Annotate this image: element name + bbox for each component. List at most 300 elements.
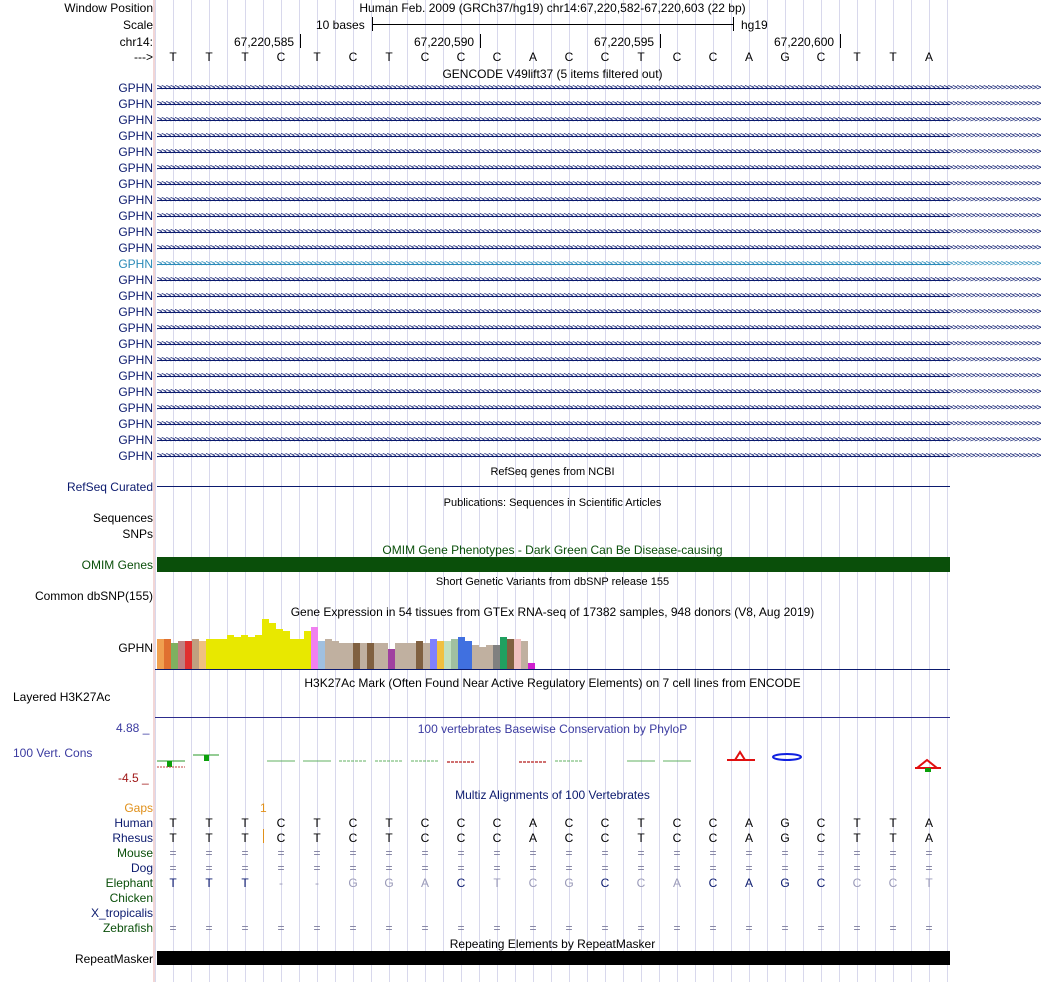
sequence-base: C (276, 50, 286, 64)
alignment-base: = (205, 861, 213, 875)
gtex-tissue-bar[interactable] (192, 639, 199, 669)
alignment-base: = (817, 846, 825, 860)
alignment-base: C (420, 831, 430, 845)
gtex-tissue-bar[interactable] (346, 643, 353, 669)
alignment-base: = (457, 921, 465, 935)
sequence-base: C (420, 50, 430, 64)
gtex-tissue-bar[interactable] (381, 643, 388, 669)
alignment-base: = (241, 861, 249, 875)
gtex-title: Gene Expression in 54 tissues from GTEx RNA-seq of 17382 samples, 948 donors (V8, Aug 2019) (290, 605, 815, 619)
alignment-base: C (456, 876, 466, 890)
tick-mark (300, 34, 301, 48)
alignment-base: = (853, 921, 861, 935)
sequence-base: A (528, 50, 537, 64)
gtex-tissue-bar[interactable] (311, 627, 318, 669)
alignment-base: = (709, 921, 717, 935)
sequence-base: C (672, 50, 682, 64)
species-label[interactable]: Human (114, 816, 153, 830)
alignment-base: = (277, 861, 285, 875)
alignment-base: - (315, 876, 319, 890)
alignment-base: = (313, 921, 321, 935)
gencode-item-label[interactable]: GPHN (118, 161, 153, 175)
snps-label[interactable]: SNPs (122, 527, 153, 541)
alignment-base: = (853, 861, 861, 875)
alignment-base: A (420, 876, 429, 890)
alignment-base: = (637, 861, 645, 875)
alignment-base: A (744, 876, 753, 890)
alignment-base: T (493, 876, 501, 890)
alignment-base: A (528, 816, 537, 830)
gtex-tissue-bar[interactable] (213, 639, 220, 669)
alignment-base: C (564, 816, 574, 830)
alignment-base: = (385, 921, 393, 935)
chrom-label: chr14: (119, 35, 153, 49)
alignment-base: = (817, 921, 825, 935)
gtex-tissue-bar[interactable] (437, 641, 444, 669)
gencode-item-label[interactable]: GPHN (118, 369, 153, 383)
gencode-strand-arrows: >>>>>>>>>>>>>>>>>>>>>>>>>>>>>>>>>>>>>>>>>>>>>>>>>>>>>>>>>>>>>>>>>>>>>>>>>>>>>>>>>>>>>>>>>>>>>>>>>>>>>>>>>>>>>>>>>>>>>>>>>>>>>>>>>>>>>>>>>>>>>>>>>>>>>>>>>>>>>>>>>>>>>>>>>>>>>>>>>>>>>>>>>>>>>>>>>>>>>>>> (157, 339, 1041, 349)
gencode-item-label[interactable]: GPHN (118, 401, 153, 415)
gencode-strand-arrows: >>>>>>>>>>>>>>>>>>>>>>>>>>>>>>>>>>>>>>>>>>>>>>>>>>>>>>>>>>>>>>>>>>>>>>>>>>>>>>>>>>>>>>>>>>>>>>>>>>>>>>>>>>>>>>>>>>>>>>>>>>>>>>>>>>>>>>>>>>>>>>>>>>>>>>>>>>>>>>>>>>>>>>>>>>>>>>>>>>>>>>>>>>>>>>>>>>>>>>>> (157, 163, 1041, 173)
alignment-base: C (600, 876, 610, 890)
gtex-tissue-bar[interactable] (276, 629, 283, 669)
tick-label: 67,220,595 (594, 35, 655, 49)
gencode-strand-arrows: >>>>>>>>>>>>>>>>>>>>>>>>>>>>>>>>>>>>>>>>>>>>>>>>>>>>>>>>>>>>>>>>>>>>>>>>>>>>>>>>>>>>>>>>>>>>>>>>>>>>>>>>>>>>>>>>>>>>>>>>>>>>>>>>>>>>>>>>>>>>>>>>>>>>>>>>>>>>>>>>>>>>>>>>>>>>>>>>>>>>>>>>>>>>>>>>>>>>>>>> (157, 115, 1041, 125)
scale-bar-left-tick (372, 17, 373, 31)
phylop-marks (157, 752, 941, 772)
alignment-base: T (205, 816, 213, 830)
sequence-base: T (385, 50, 393, 64)
dbsnp-title: Short Genetic Variants from dbSNP release 155 (435, 576, 670, 588)
window-position-label: Window Position (64, 1, 153, 15)
alignment-base: = (529, 861, 537, 875)
alignment-base: T (169, 816, 177, 830)
gtex-tissue-bar[interactable] (339, 643, 346, 669)
sequence-base: T (313, 50, 321, 64)
alignment-base: T (205, 876, 213, 890)
alignment-base: = (421, 861, 429, 875)
alignment-base: C (816, 831, 826, 845)
alignment-base: A (672, 876, 681, 890)
gtex-baseline (155, 669, 950, 670)
gtex-tissue-bar[interactable] (514, 639, 521, 669)
alignment-base: C (492, 831, 502, 845)
species-label[interactable]: Rhesus (112, 831, 153, 845)
alignment-base: = (889, 921, 897, 935)
alignment-base: = (781, 921, 789, 935)
alignment-base: = (169, 861, 177, 875)
alignment-base: C (888, 876, 898, 890)
gencode-item-label[interactable]: GPHN (118, 257, 153, 271)
repeatmasker-title: Repeating Elements by RepeatMasker (449, 937, 656, 951)
tick-label: 67,220,590 (414, 35, 475, 49)
alignment-base: = (349, 861, 357, 875)
sequence-base: C (708, 50, 718, 64)
gencode-strand-arrows: >>>>>>>>>>>>>>>>>>>>>>>>>>>>>>>>>>>>>>>>>>>>>>>>>>>>>>>>>>>>>>>>>>>>>>>>>>>>>>>>>>>>>>>>>>>>>>>>>>>>>>>>>>>>>>>>>>>>>>>>>>>>>>>>>>>>>>>>>>>>>>>>>>>>>>>>>>>>>>>>>>>>>>>>>>>>>>>>>>>>>>>>>>>>>>>>>>>>>>>> (157, 275, 1041, 285)
gencode-item-label[interactable]: GPHN (118, 321, 153, 335)
alignment-base: T (385, 816, 393, 830)
gtex-tissue-bar[interactable] (157, 639, 164, 669)
alignment-base: G (780, 831, 790, 845)
alignment-base: = (457, 861, 465, 875)
gtex-tissue-bar[interactable] (367, 643, 374, 669)
tick-mark (480, 34, 481, 48)
tick-label: 67,220,585 (234, 35, 295, 49)
alignment-base: C (672, 816, 682, 830)
alignment-base: = (781, 861, 789, 875)
gencode-strand-arrows: >>>>>>>>>>>>>>>>>>>>>>>>>>>>>>>>>>>>>>>>>>>>>>>>>>>>>>>>>>>>>>>>>>>>>>>>>>>>>>>>>>>>>>>>>>>>>>>>>>>>>>>>>>>>>>>>>>>>>>>>>>>>>>>>>>>>>>>>>>>>>>>>>>>>>>>>>>>>>>>>>>>>>>>>>>>>>>>>>>>>>>>>>>>>>>>>>>>>>>>> (157, 259, 1041, 269)
alignment-base: C (852, 876, 862, 890)
gencode-strand-arrows: >>>>>>>>>>>>>>>>>>>>>>>>>>>>>>>>>>>>>>>>>>>>>>>>>>>>>>>>>>>>>>>>>>>>>>>>>>>>>>>>>>>>>>>>>>>>>>>>>>>>>>>>>>>>>>>>>>>>>>>>>>>>>>>>>>>>>>>>>>>>>>>>>>>>>>>>>>>>>>>>>>>>>>>>>>>>>>>>>>>>>>>>>>>>>>>>>>>>>>>> (157, 371, 1041, 381)
alignment-base: = (241, 846, 249, 860)
gencode-item-label[interactable]: GPHN (118, 209, 153, 223)
alignment-base: = (493, 861, 501, 875)
alignment-base: C (600, 816, 610, 830)
gencode-item-label[interactable]: GPHN (118, 81, 153, 95)
gtex-tissue-bar[interactable] (423, 643, 430, 669)
gtex-tissue-bar[interactable] (206, 639, 213, 669)
gencode-item-label[interactable]: GPHN (118, 97, 153, 111)
alignment-base: T (169, 831, 177, 845)
alignment-base: C (600, 831, 610, 845)
sequences-label[interactable]: Sequences (92, 511, 153, 525)
gencode-strand-arrows: >>>>>>>>>>>>>>>>>>>>>>>>>>>>>>>>>>>>>>>>>>>>>>>>>>>>>>>>>>>>>>>>>>>>>>>>>>>>>>>>>>>>>>>>>>>>>>>>>>>>>>>>>>>>>>>>>>>>>>>>>>>>>>>>>>>>>>>>>>>>>>>>>>>>>>>>>>>>>>>>>>>>>>>>>>>>>>>>>>>>>>>>>>>>>>>>>>>>>>>> (157, 195, 1041, 205)
alignment-base: T (925, 876, 933, 890)
gencode-strand-arrows: >>>>>>>>>>>>>>>>>>>>>>>>>>>>>>>>>>>>>>>>>>>>>>>>>>>>>>>>>>>>>>>>>>>>>>>>>>>>>>>>>>>>>>>>>>>>>>>>>>>>>>>>>>>>>>>>>>>>>>>>>>>>>>>>>>>>>>>>>>>>>>>>>>>>>>>>>>>>>>>>>>>>>>>>>>>>>>>>>>>>>>>>>>>>>>>>>>>>>>>> (157, 243, 1041, 253)
alignment-base: = (349, 846, 357, 860)
gtex-tissue-bar[interactable] (241, 635, 248, 669)
alignment-base: = (385, 846, 393, 860)
gencode-item-label[interactable]: GPHN (118, 177, 153, 191)
alignment-base: A (744, 816, 753, 830)
multiz-title: Multiz Alignments of 100 Vertebrates (455, 788, 650, 802)
gtex-tissue-bar[interactable] (409, 643, 416, 669)
gtex-tissue-bar[interactable] (164, 639, 171, 669)
alignment-base: C (276, 816, 286, 830)
strand-label: ---> (134, 50, 153, 64)
alignment-base: = (673, 861, 681, 875)
alignment-base: G (348, 876, 358, 890)
dbsnp-label[interactable]: Common dbSNP(155) (34, 589, 153, 603)
gtex-tissue-bar[interactable] (304, 631, 311, 669)
alignment-base: T (241, 816, 249, 830)
gtex-tissue-bar[interactable] (283, 631, 290, 669)
alignment-base: C (636, 876, 646, 890)
species-label[interactable]: Chicken (109, 891, 153, 905)
gtex-tissue-bar[interactable] (507, 639, 514, 669)
species-label[interactable]: Mouse (116, 846, 153, 860)
gtex-tissue-bar[interactable] (248, 637, 255, 669)
alignment-base: C (528, 876, 538, 890)
gtex-tissue-bar[interactable] (255, 635, 262, 669)
gencode-item-label[interactable]: GPHN (118, 337, 153, 351)
gtex-tissue-bar[interactable] (227, 635, 234, 669)
h3k27ac-baseline (155, 717, 950, 718)
alignment-base: = (745, 921, 753, 935)
alignment-base: = (781, 846, 789, 860)
alignment-base: C (708, 876, 718, 890)
alignment-base: C (420, 816, 430, 830)
alignment-base: T (241, 876, 249, 890)
gtex-tissue-bar[interactable] (451, 639, 458, 669)
gtex-tissue-bar[interactable] (171, 643, 178, 669)
alignment-base: C (564, 831, 574, 845)
alignment-base: = (493, 846, 501, 860)
alignment-base: = (205, 921, 213, 935)
sequence-base: C (492, 50, 502, 64)
alignment-base: G (564, 876, 574, 890)
sequence-base: C (564, 50, 574, 64)
gtex-tissue-bar[interactable] (479, 647, 486, 669)
sequence-base: C (348, 50, 358, 64)
tick-mark (660, 34, 661, 48)
alignment-base: T (853, 831, 861, 845)
species-label[interactable]: Elephant (105, 876, 153, 890)
scale-bar-right-tick (733, 17, 734, 31)
alignment-base: = (529, 846, 537, 860)
gencode-strand-arrows: >>>>>>>>>>>>>>>>>>>>>>>>>>>>>>>>>>>>>>>>>>>>>>>>>>>>>>>>>>>>>>>>>>>>>>>>>>>>>>>>>>>>>>>>>>>>>>>>>>>>>>>>>>>>>>>>>>>>>>>>>>>>>>>>>>>>>>>>>>>>>>>>>>>>>>>>>>>>>>>>>>>>>>>>>>>>>>>>>>>>>>>>>>>>>>>>>>>>>>>> (157, 307, 1041, 317)
gencode-strand-arrows: >>>>>>>>>>>>>>>>>>>>>>>>>>>>>>>>>>>>>>>>>>>>>>>>>>>>>>>>>>>>>>>>>>>>>>>>>>>>>>>>>>>>>>>>>>>>>>>>>>>>>>>>>>>>>>>>>>>>>>>>>>>>>>>>>>>>>>>>>>>>>>>>>>>>>>>>>>>>>>>>>>>>>>>>>>>>>>>>>>>>>>>>>>>>>>>>>>>>>>>> (157, 147, 1041, 157)
alignment-base: - (279, 876, 283, 890)
gtex-tissue-bar[interactable] (430, 639, 437, 669)
gtex-tissue-bar[interactable] (374, 643, 381, 669)
alignment-base: T (889, 831, 897, 845)
scale-bar (373, 24, 733, 25)
alignment-base: = (277, 921, 285, 935)
sequence-base: C (816, 50, 826, 64)
scale-text: 10 bases (316, 18, 365, 32)
omim-label[interactable]: OMIM Genes (81, 558, 153, 572)
alignment-base: T (853, 816, 861, 830)
alignment-base: T (385, 831, 393, 845)
phylop-track[interactable] (155, 748, 950, 776)
gencode-item-label[interactable]: GPHN (118, 385, 153, 399)
alignment-base: = (637, 846, 645, 860)
alignment-base: = (565, 846, 573, 860)
alignment-base: = (205, 846, 213, 860)
alignment-base: C (816, 876, 826, 890)
gtex-tissue-bar[interactable] (185, 641, 192, 669)
alignment-base: A (528, 831, 537, 845)
alignment-base: = (601, 921, 609, 935)
gtex-tissue-bar[interactable] (458, 637, 465, 669)
alignment-base: T (313, 816, 321, 830)
scale-label: Scale (122, 18, 153, 32)
repeatmasker-label[interactable]: RepeatMasker (74, 952, 153, 966)
gtex-tissue-bar[interactable] (332, 641, 339, 669)
alignment-base: C (276, 831, 286, 845)
species-label[interactable]: X_tropicalis (90, 906, 153, 920)
gtex-tissue-bar[interactable] (269, 623, 276, 669)
gencode-strand-arrows: >>>>>>>>>>>>>>>>>>>>>>>>>>>>>>>>>>>>>>>>>>>>>>>>>>>>>>>>>>>>>>>>>>>>>>>>>>>>>>>>>>>>>>>>>>>>>>>>>>>>>>>>>>>>>>>>>>>>>>>>>>>>>>>>>>>>>>>>>>>>>>>>>>>>>>>>>>>>>>>>>>>>>>>>>>>>>>>>>>>>>>>>>>>>>>>>>>>>>>>> (157, 83, 1041, 93)
gencode-item-label[interactable]: GPHN (118, 113, 153, 127)
gencode-strand-arrows: >>>>>>>>>>>>>>>>>>>>>>>>>>>>>>>>>>>>>>>>>>>>>>>>>>>>>>>>>>>>>>>>>>>>>>>>>>>>>>>>>>>>>>>>>>>>>>>>>>>>>>>>>>>>>>>>>>>>>>>>>>>>>>>>>>>>>>>>>>>>>>>>>>>>>>>>>>>>>>>>>>>>>>>>>>>>>>>>>>>>>>>>>>>>>>>>>>>>>>>> (157, 227, 1041, 237)
alignment-base: = (313, 861, 321, 875)
omim-gene-bar[interactable] (157, 557, 950, 572)
gencode-item-label[interactable]: GPHN (118, 129, 153, 143)
alignment-base: C (348, 831, 358, 845)
refseq-label[interactable]: RefSeq Curated (66, 480, 153, 494)
alignment-base: = (925, 921, 933, 935)
gtex-tissue-bar[interactable] (486, 645, 493, 669)
gencode-strand-arrows: >>>>>>>>>>>>>>>>>>>>>>>>>>>>>>>>>>>>>>>>>>>>>>>>>>>>>>>>>>>>>>>>>>>>>>>>>>>>>>>>>>>>>>>>>>>>>>>>>>>>>>>>>>>>>>>>>>>>>>>>>>>>>>>>>>>>>>>>>>>>>>>>>>>>>>>>>>>>>>>>>>>>>>>>>>>>>>>>>>>>>>>>>>>>>>>>>>>>>>>> (157, 211, 1041, 221)
publications-title: Publications: Sequences in Scientific Articles (443, 497, 662, 509)
alignment-base: = (529, 921, 537, 935)
alignment-base: C (348, 816, 358, 830)
phylop-label[interactable]: 100 Vert. Cons (13, 746, 93, 760)
gtex-tissue-bar[interactable] (402, 643, 409, 669)
sequence-base: T (241, 50, 249, 64)
alignment-base: = (817, 861, 825, 875)
alignment-base: = (169, 921, 177, 935)
gtex-tissue-bar[interactable] (388, 649, 395, 669)
alignment-base: = (169, 846, 177, 860)
alignment-base: = (889, 861, 897, 875)
sequence-base: T (853, 50, 861, 64)
gtex-tissue-bar[interactable] (500, 637, 507, 669)
gtex-tissue-bar[interactable] (444, 641, 451, 669)
sequence-base: C (456, 50, 466, 64)
alignment-base: C (672, 831, 682, 845)
gtex-tissue-bar[interactable] (353, 643, 360, 669)
gtex-tissue-bar[interactable] (465, 641, 472, 669)
alignment-base: A (924, 816, 933, 830)
h3k27ac-title: H3K27Ac Mark (Often Found Near Active Regulatory Elements) on 7 cell lines from ENCODE (304, 676, 801, 690)
h3k27ac-label[interactable]: Layered H3K27Ac (13, 690, 111, 704)
alignment-base: = (745, 861, 753, 875)
gencode-strand-arrows: >>>>>>>>>>>>>>>>>>>>>>>>>>>>>>>>>>>>>>>>>>>>>>>>>>>>>>>>>>>>>>>>>>>>>>>>>>>>>>>>>>>>>>>>>>>>>>>>>>>>>>>>>>>>>>>>>>>>>>>>>>>>>>>>>>>>>>>>>>>>>>>>>>>>>>>>>>>>>>>>>>>>>>>>>>>>>>>>>>>>>>>>>>>>>>>>>>>>>>>> (157, 291, 1041, 301)
gtex-tissue-bar[interactable] (325, 639, 332, 669)
gencode-item-label[interactable]: GPHN (118, 289, 153, 303)
alignment-base: T (169, 876, 177, 890)
alignment-base: G (384, 876, 394, 890)
gtex-tissue-bar[interactable] (297, 639, 304, 669)
alignment-base: C (708, 831, 718, 845)
gaps-label: Gaps (124, 801, 153, 815)
alignment-base: G (780, 876, 790, 890)
alignment-base: C (708, 816, 718, 830)
alignment-base: = (241, 921, 249, 935)
sequence-base: T (889, 50, 897, 64)
gencode-strand-arrows: >>>>>>>>>>>>>>>>>>>>>>>>>>>>>>>>>>>>>>>>>>>>>>>>>>>>>>>>>>>>>>>>>>>>>>>>>>>>>>>>>>>>>>>>>>>>>>>>>>>>>>>>>>>>>>>>>>>>>>>>>>>>>>>>>>>>>>>>>>>>>>>>>>>>>>>>>>>>>>>>>>>>>>>>>>>>>>>>>>>>>>>>>>>>>>>>>>>>>>>> (157, 403, 1041, 413)
alignment-base: = (709, 861, 717, 875)
phylop-max: 4.88 _ (116, 721, 150, 735)
refseq-gene-line[interactable] (157, 486, 950, 487)
gtex-bar-chart[interactable] (157, 618, 537, 669)
gtex-tissue-bar[interactable] (395, 643, 402, 669)
species-label[interactable]: Zebrafish (102, 921, 153, 935)
gtex-tissue-bar[interactable] (318, 641, 325, 669)
sequence-base: G (780, 50, 790, 64)
assembly-position: Human Feb. 2009 (GRCh37/hg19) chr14:67,220,582-67,220,603 (22 bp) (359, 1, 746, 15)
gtex-tissue-bar[interactable] (220, 639, 227, 669)
gencode-strand-arrows: >>>>>>>>>>>>>>>>>>>>>>>>>>>>>>>>>>>>>>>>>>>>>>>>>>>>>>>>>>>>>>>>>>>>>>>>>>>>>>>>>>>>>>>>>>>>>>>>>>>>>>>>>>>>>>>>>>>>>>>>>>>>>>>>>>>>>>>>>>>>>>>>>>>>>>>>>>>>>>>>>>>>>>>>>>>>>>>>>>>>>>>>>>>>>>>>>>>>>>>> (157, 179, 1041, 189)
gencode-item-label[interactable]: GPHN (118, 353, 153, 367)
gencode-strand-arrows: >>>>>>>>>>>>>>>>>>>>>>>>>>>>>>>>>>>>>>>>>>>>>>>>>>>>>>>>>>>>>>>>>>>>>>>>>>>>>>>>>>>>>>>>>>>>>>>>>>>>>>>>>>>>>>>>>>>>>>>>>>>>>>>>>>>>>>>>>>>>>>>>>>>>>>>>>>>>>>>>>>>>>>>>>>>>>>>>>>>>>>>>>>>>>>>>>>>>>>>> (157, 451, 1041, 461)
gtex-tissue-bar[interactable] (521, 641, 528, 669)
species-label[interactable]: Dog (130, 861, 153, 875)
gencode-item-label[interactable]: GPHN (118, 273, 153, 287)
gtex-tissue-bar[interactable] (472, 645, 479, 669)
gencode-title: GENCODE V49lift37 (5 items filtered out) (442, 67, 663, 81)
gencode-item-label[interactable]: GPHN (118, 241, 153, 255)
gencode-item-label[interactable]: GPHN (118, 225, 153, 239)
gtex-tissue-bar[interactable] (416, 641, 423, 669)
gtex-tissue-bar[interactable] (199, 641, 206, 669)
gencode-item-label[interactable]: GPHN (118, 449, 153, 463)
phylop-min: -4.5 _ (118, 771, 149, 785)
sequence-base: T (637, 50, 645, 64)
alignment-base: T (637, 816, 645, 830)
alignment-base: = (349, 921, 357, 935)
alignment-base: T (889, 816, 897, 830)
gtex-tissue-bar[interactable] (262, 619, 269, 669)
alignment-base: = (853, 846, 861, 860)
gencode-item-label[interactable]: GPHN (118, 193, 153, 207)
alignment-base: = (457, 846, 465, 860)
tick-label: 67,220,600 (774, 35, 835, 49)
phylop-title: 100 vertebrates Basewise Conservation by PhyloP (417, 722, 688, 736)
gencode-strand-arrows: >>>>>>>>>>>>>>>>>>>>>>>>>>>>>>>>>>>>>>>>>>>>>>>>>>>>>>>>>>>>>>>>>>>>>>>>>>>>>>>>>>>>>>>>>>>>>>>>>>>>>>>>>>>>>>>>>>>>>>>>>>>>>>>>>>>>>>>>>>>>>>>>>>>>>>>>>>>>>>>>>>>>>>>>>>>>>>>>>>>>>>>>>>>>>>>>>>>>>>>> (157, 387, 1041, 397)
alignment-base: = (277, 846, 285, 860)
gtex-tissue-bar[interactable] (178, 641, 185, 669)
omim-title: OMIM Gene Phenotypes - Dark Green Can Be Disease-causing (382, 543, 723, 557)
alignment-base: T (313, 831, 321, 845)
alignment-base: = (385, 861, 393, 875)
alignment-base: C (456, 816, 466, 830)
alignment-base: = (925, 846, 933, 860)
sequence-base: A (924, 50, 933, 64)
gencode-item-label[interactable]: GPHN (118, 145, 153, 159)
alignment-base: = (925, 861, 933, 875)
alignment-base: A (924, 831, 933, 845)
alignment-base: = (673, 846, 681, 860)
sequence-base: T (205, 50, 213, 64)
sequence-base: T (169, 50, 177, 64)
alignment-base: G (780, 816, 790, 830)
alignment-base: C (816, 816, 826, 830)
sequence-base: C (600, 50, 610, 64)
refseq-title: RefSeq genes from NCBI (490, 466, 615, 478)
gtex-label[interactable]: GPHN (118, 641, 153, 655)
gencode-strand-arrows: >>>>>>>>>>>>>>>>>>>>>>>>>>>>>>>>>>>>>>>>>>>>>>>>>>>>>>>>>>>>>>>>>>>>>>>>>>>>>>>>>>>>>>>>>>>>>>>>>>>>>>>>>>>>>>>>>>>>>>>>>>>>>>>>>>>>>>>>>>>>>>>>>>>>>>>>>>>>>>>>>>>>>>>>>>>>>>>>>>>>>>>>>>>>>>>>>>>>>>>> (157, 323, 1041, 333)
gap-count: 1 (260, 801, 267, 815)
alignment-base: = (565, 861, 573, 875)
gencode-item-label[interactable]: GPHN (118, 433, 153, 447)
tick-mark (840, 34, 841, 48)
gtex-tissue-bar[interactable] (360, 643, 367, 669)
gencode-strand-arrows: >>>>>>>>>>>>>>>>>>>>>>>>>>>>>>>>>>>>>>>>>>>>>>>>>>>>>>>>>>>>>>>>>>>>>>>>>>>>>>>>>>>>>>>>>>>>>>>>>>>>>>>>>>>>>>>>>>>>>>>>>>>>>>>>>>>>>>>>>>>>>>>>>>>>>>>>>>>>>>>>>>>>>>>>>>>>>>>>>>>>>>>>>>>>>>>>>>>>>>>> (157, 419, 1041, 429)
alignment-base: T (205, 831, 213, 845)
gencode-strand-arrows: >>>>>>>>>>>>>>>>>>>>>>>>>>>>>>>>>>>>>>>>>>>>>>>>>>>>>>>>>>>>>>>>>>>>>>>>>>>>>>>>>>>>>>>>>>>>>>>>>>>>>>>>>>>>>>>>>>>>>>>>>>>>>>>>>>>>>>>>>>>>>>>>>>>>>>>>>>>>>>>>>>>>>>>>>>>>>>>>>>>>>>>>>>>>>>>>>>>>>>>> (157, 99, 1041, 109)
alignment-base: = (493, 921, 501, 935)
sequence-base: A (744, 50, 753, 64)
gencode-item-label[interactable]: GPHN (118, 305, 153, 319)
gtex-tissue-bar[interactable] (493, 645, 500, 669)
gencode-item-label[interactable]: GPHN (118, 417, 153, 431)
gencode-strand-arrows: >>>>>>>>>>>>>>>>>>>>>>>>>>>>>>>>>>>>>>>>>>>>>>>>>>>>>>>>>>>>>>>>>>>>>>>>>>>>>>>>>>>>>>>>>>>>>>>>>>>>>>>>>>>>>>>>>>>>>>>>>>>>>>>>>>>>>>>>>>>>>>>>>>>>>>>>>>>>>>>>>>>>>>>>>>>>>>>>>>>>>>>>>>>>>>>>>>>>>>>> (157, 131, 1041, 141)
alignment-base: = (421, 921, 429, 935)
gtex-tissue-bar[interactable] (290, 639, 297, 669)
alignment-base: A (744, 831, 753, 845)
alignment-base: = (889, 846, 897, 860)
alignment-base: = (601, 861, 609, 875)
gencode-strand-arrows: >>>>>>>>>>>>>>>>>>>>>>>>>>>>>>>>>>>>>>>>>>>>>>>>>>>>>>>>>>>>>>>>>>>>>>>>>>>>>>>>>>>>>>>>>>>>>>>>>>>>>>>>>>>>>>>>>>>>>>>>>>>>>>>>>>>>>>>>>>>>>>>>>>>>>>>>>>>>>>>>>>>>>>>>>>>>>>>>>>>>>>>>>>>>>>>>>>>>>>>> (157, 435, 1041, 445)
repeatmasker-bar[interactable] (157, 951, 950, 965)
gtex-tissue-bar[interactable] (234, 637, 241, 669)
alignment-base: = (565, 921, 573, 935)
alignment-base: C (492, 816, 502, 830)
